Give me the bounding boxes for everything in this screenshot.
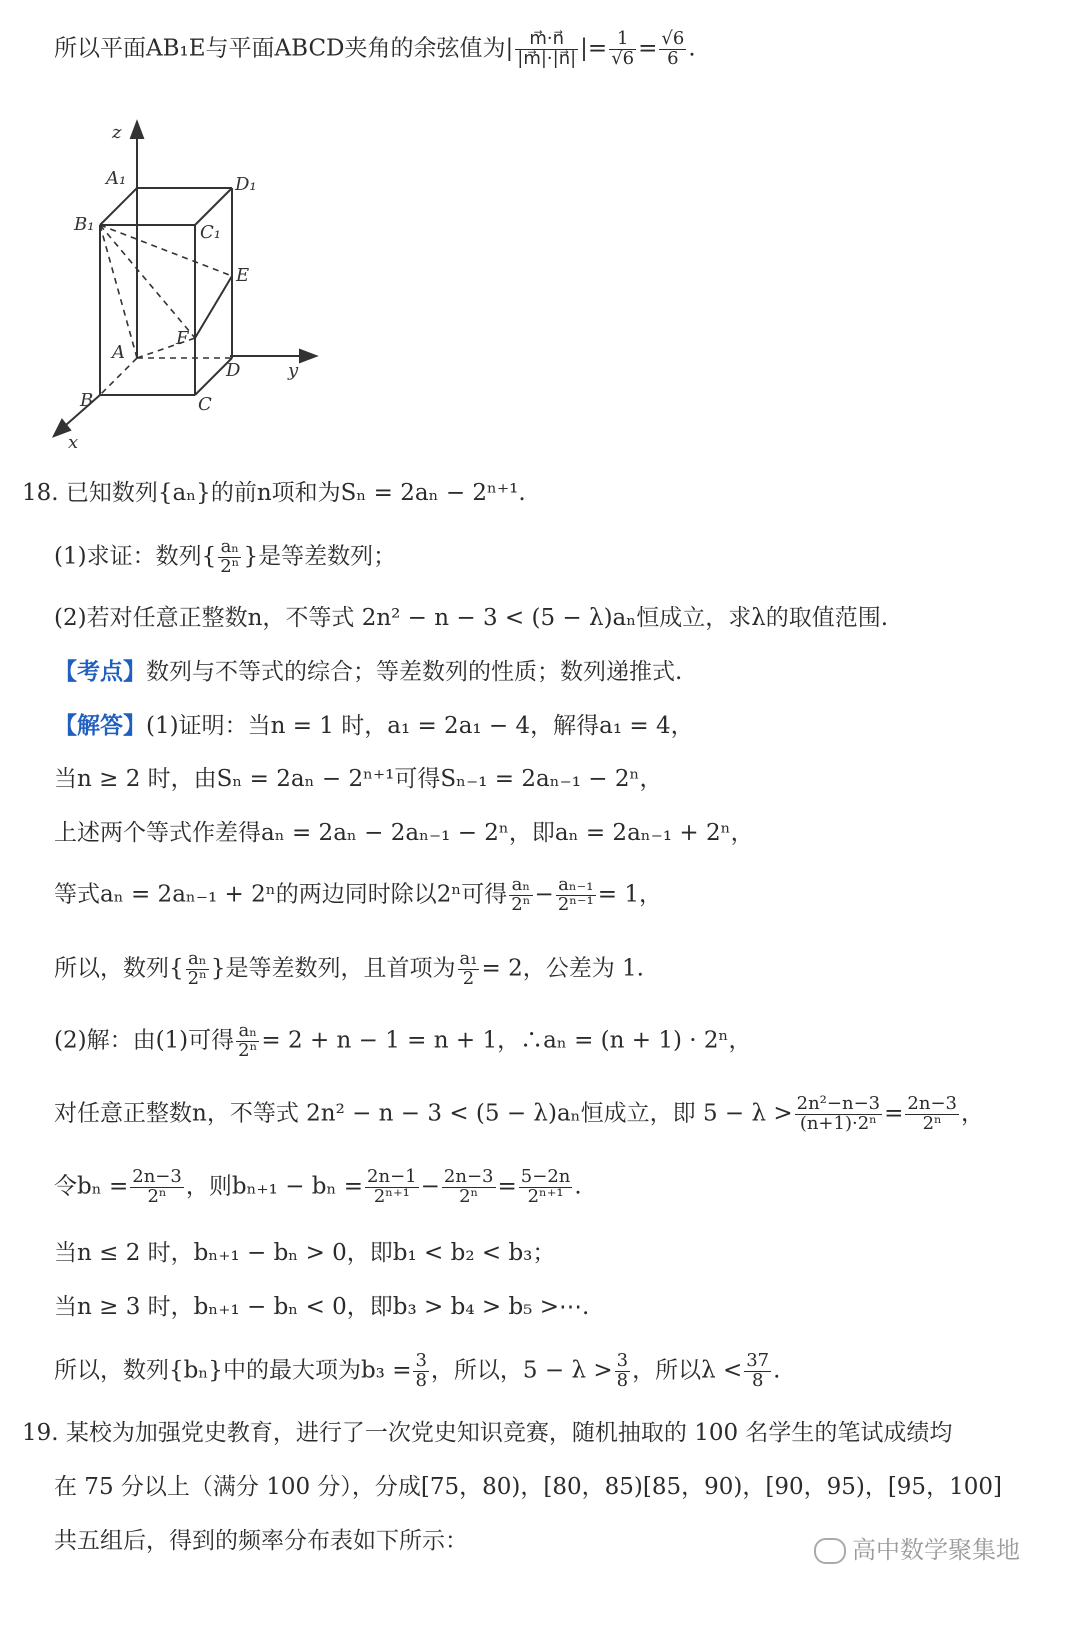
q18-part1: (1)求证：数列{ $\frac{\text{aₙ}}{\text{2ⁿ}}$ }是等差数列； [54, 536, 397, 577]
label-F: F [176, 328, 189, 349]
solution-line-4: 所以，数列{ $\frac{\text{aₙ}}{\text{2ⁿ}}$ }是等差数列，且首项为 $\frac{\text{a₁}}{2}$ = 2，公差为 1. [54, 948, 644, 989]
label-E: E [236, 265, 250, 286]
solution-line-7: 令bₙ = $\frac{2n-3}{\text{2ⁿ}}$ ，则bₙ₊₁ − bₙ = $\frac{2n-1}{\text{2ⁿ⁺¹}}$ − $\frac{2n-3}{\text{2ⁿ}}$ = $\frac{5-2n}{\text{2ⁿ⁺¹}}$ . [54, 1166, 582, 1207]
fraction: $\frac{m⃗\cdot n⃗}{|m⃗|\cdot|n⃗|}$ [517, 28, 577, 69]
q19-line-2: 在 75 分以上（满分 100 分），分成[75，80)，[80，85)[85，90)，[90，95)，[95，100] [54, 1474, 1002, 1500]
solution-line-5: (2)解：由(1)可得 $\frac{\text{aₙ}}{\text{2ⁿ}}$ = 2 + n − 1 = n + 1，∴aₙ = (n + 1) · 2ⁿ， [54, 1020, 752, 1061]
label-B1: B₁ [74, 214, 95, 235]
fraction: $\frac{√6}{6}$ [661, 28, 685, 69]
label-B: B [80, 390, 94, 411]
label-D1: D₁ [235, 174, 257, 195]
solution-line-3: 等式aₙ = 2aₙ₋₁ + 2ⁿ的两边同时除以2ⁿ可得 $\frac{\text{aₙ}}{\text{2ⁿ}}$ − $\frac{\text{aₙ₋₁}}{\text{2ⁿ⁻¹}}$ = 1， [54, 874, 662, 915]
rectangular-prism-figure [40, 118, 340, 468]
label-C: C [198, 394, 212, 415]
label-A1: A₁ [106, 168, 127, 189]
label-D: D [226, 360, 241, 381]
z-arrow [131, 122, 143, 138]
q19-line-3: 共五组后，得到的频率分布表如下所示： [54, 1528, 468, 1554]
watermark: 高中数学聚集地 [814, 1530, 1020, 1565]
q19-line-1: 19. 某校为加强党史教育，进行了一次党史知识竞赛，随机抽取的 100 名学生的笔试成绩均 [22, 1420, 953, 1446]
kaodian-line: 【考点】数列与不等式的综合；等差数列的性质；数列递推式. [54, 658, 683, 685]
fraction: $\frac{1}{√6}$ [611, 28, 635, 69]
label-x: x [68, 432, 79, 453]
solution-line-1: 当n ≥ 2 时，由Sₙ = 2aₙ − 2ⁿ⁺¹可得Sₙ₋₁ = 2aₙ₋₁ − 2ⁿ， [54, 766, 663, 792]
label-A: A [112, 342, 125, 363]
kaodian-tag: 【考点】 [54, 658, 146, 685]
label-C1: C₁ [200, 222, 221, 243]
label-z: z [112, 122, 122, 143]
solution-line-6: 对任意正整数n，不等式 2n² − n − 3 < (5 − λ)aₙ恒成立，即 5 − λ > $\frac{\text{2n²−n−3}}{\text{(n+1)·2ⁿ}}$ = $\frac{2n-3}{\text{2ⁿ}}$ ， [54, 1093, 984, 1134]
q18-stem: 18. 已知数列{aₙ}的前n项和为Sₙ = 2aₙ − 2ⁿ⁺¹. [22, 480, 526, 506]
solution-line-2: 上述两个等式作差得aₙ = 2aₙ − 2aₙ₋₁ − 2ⁿ，即aₙ = 2aₙ₋₁ + 2ⁿ， [54, 820, 754, 846]
q18-part2: (2)若对任意正整数n，不等式 2n² − n − 3 < (5 − λ)aₙ恒成立，求λ的取值范围. [54, 605, 889, 631]
solution-line-9: 当n ≥ 3 时，bₙ₊₁ − bₙ < 0，即b₃ > b₄ > b₅ >⋯. [54, 1294, 590, 1320]
jieda-tag: 【解答】 [54, 712, 146, 739]
cosine-conclusion-line: 所以平面AB₁E与平面ABCD夹角的余弦值为| $\frac{m⃗\cdot n⃗}{|m⃗|\cdot|n⃗|}$ |= $\frac{1}{√6}$ = $\frac{√6}{6}$ . [54, 28, 696, 69]
solution-line-10: 所以，数列{bₙ}中的最大项为b₃ = $\frac{3}{8}$ ，所以，5 − λ > $\frac{3}{8}$ ，所以λ < $\frac{37}{8}$ . [54, 1350, 781, 1391]
solution-line-8: 当n ≤ 2 时，bₙ₊₁ − bₙ > 0，即b₁ < b₂ < b₃； [54, 1240, 556, 1266]
wechat-icon [814, 1538, 846, 1564]
label-y: y [288, 360, 299, 381]
y-arrow [300, 350, 316, 362]
jieda-line: 【解答】(1)证明：当n = 1 时，a₁ = 2a₁ − 4，解得a₁ = 4， [54, 712, 694, 739]
